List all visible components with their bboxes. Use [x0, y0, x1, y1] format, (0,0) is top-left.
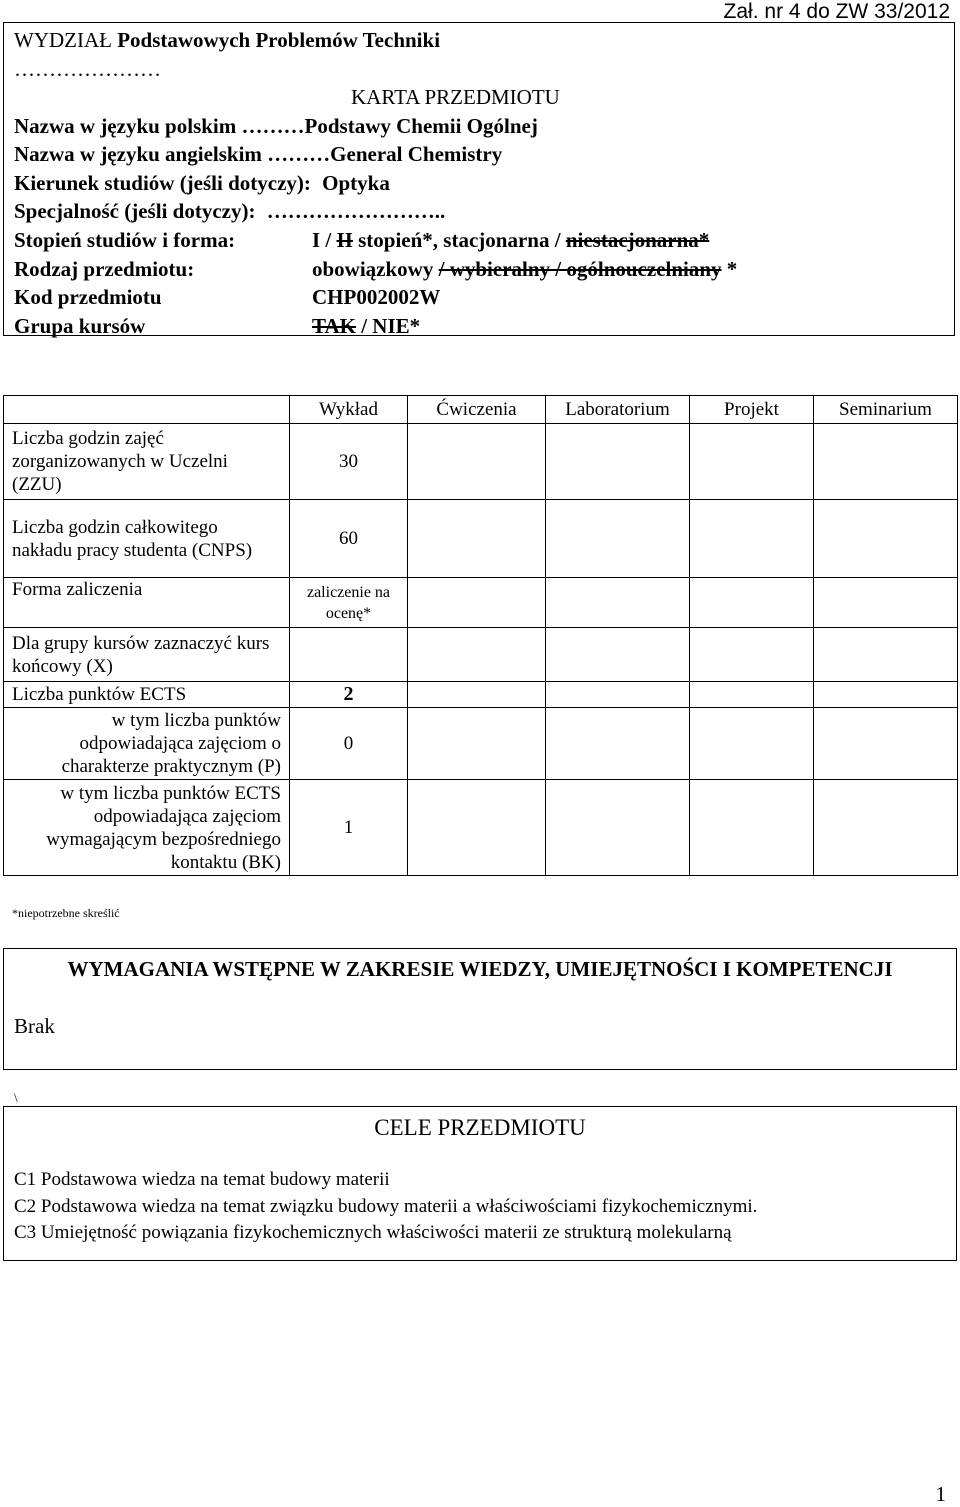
faculty-dots: …………………	[14, 57, 161, 81]
requirements-text: Brak	[14, 1014, 55, 1038]
specialization-label: Specjalność (jeśli dotyczy):	[14, 199, 256, 223]
table-row	[4, 500, 958, 578]
hours-table	[3, 395, 958, 876]
course-header-box	[3, 22, 955, 336]
type-line	[14, 257, 954, 282]
page-number: 1	[935, 1482, 946, 1506]
degree-struck: II	[336, 228, 353, 252]
header-blank-cell	[4, 396, 290, 424]
field-label: Kierunek studiów (jeśli dotyczy):	[14, 171, 311, 195]
degree-part-a: I /	[312, 228, 337, 252]
col-seminar: Seminarium	[814, 396, 958, 424]
name-pl-value: ………Podstawy Chemii Ogólnej	[241, 114, 538, 138]
row-label-form: Forma zaliczenia	[4, 578, 290, 628]
code-label: Kod przedmiotu	[14, 285, 162, 309]
type-value	[312, 257, 737, 282]
goal-item-c1: C1 Podstawowa wiedza na temat budowy materii	[14, 1169, 390, 1190]
name-pl-line	[14, 114, 538, 139]
name-en-label: Nazwa w języku angielskim	[14, 142, 262, 166]
code-value: CHP002002W	[312, 285, 441, 309]
degree-label: Stopień studiów i forma:	[14, 228, 236, 252]
table-row	[4, 424, 958, 500]
specialization-line	[14, 199, 445, 224]
specialization-value: ……………………..	[266, 199, 446, 223]
row-label-cnps: Liczba godzin całkowitego nakładu pracy studenta (CNPS)	[4, 500, 290, 578]
goal-item-c3: C3 Umiejętność powiązania fizykochemicznych właściwości materii ze strukturą molekularną	[14, 1222, 732, 1243]
goals-title: CELE PRZEDMIOTU	[374, 1115, 586, 1140]
group-part-b: / NIE*	[355, 314, 421, 338]
code-line	[14, 285, 954, 310]
name-en-line	[14, 142, 502, 167]
col-lecture: Wykład	[290, 396, 408, 424]
card-title: KARTA PRZEDMIOTU	[351, 85, 560, 109]
type-part-a: obowiązkowy	[312, 257, 439, 281]
table-row	[4, 682, 958, 708]
table-row	[4, 708, 958, 780]
attachment-reference: Zał. nr 4 do ZW 33/2012	[723, 0, 950, 23]
col-laboratory: Laboratorium	[546, 396, 690, 424]
bk-lecture-value: 1	[290, 780, 408, 876]
row-label-ects: Liczba punktów ECTS	[4, 682, 290, 708]
row-label-final-course: Dla grupy kursów zaznaczyć kurs końcowy (X)	[4, 628, 290, 682]
ects-lecture-value: 2	[290, 682, 408, 708]
col-project: Projekt	[690, 396, 814, 424]
col-exercises: Ćwiczenia	[408, 396, 546, 424]
table-header-row	[4, 396, 958, 424]
footnote: *niepotrzebne skreślić	[12, 906, 120, 920]
degree-part-b: stopień*, stacjonarna /	[352, 228, 566, 252]
zzu-lecture-value: 30	[290, 424, 408, 500]
degree-value	[312, 228, 709, 253]
requirements-title: WYMAGANIA WSTĘPNE W ZAKRESIE WIEDZY, UMIEJĘTNOŚCI I KOMPETENCJI	[67, 957, 893, 981]
group-label: Grupa kursów	[14, 314, 146, 338]
degree-line	[14, 228, 954, 253]
type-struck: / wybieralny / ogólnouczelniany	[438, 257, 722, 281]
name-en-value: ………General Chemistry	[267, 142, 503, 166]
group-value	[312, 314, 420, 339]
row-label-bk: w tym liczba punktów ECTS odpowiadająca zajęciom wymagającym bezpośredniego kontaktu (BK)	[4, 780, 290, 876]
goals-box	[3, 1106, 957, 1261]
name-pl-label: Nazwa w języku polskim	[14, 114, 237, 138]
practical-lecture-value: 0	[290, 708, 408, 780]
faculty-label: WYDZIAŁ	[14, 28, 112, 52]
faculty-line	[14, 28, 440, 53]
faculty-name: Podstawowych Problemów Techniki	[117, 28, 441, 52]
table-row	[4, 780, 958, 876]
field-value: Optyka	[322, 171, 390, 195]
row-label-practical: w tym liczba punktów odpowiadająca zajęciom o charakterze praktycznym (P)	[4, 708, 290, 780]
table-row	[4, 628, 958, 682]
goal-item-c2: C2 Podstawowa wiedza na temat związku budowy materii a właściwościami fizykochemicznymi.	[14, 1196, 758, 1217]
cnps-lecture-value: 60	[290, 500, 408, 578]
stray-backslash: \	[14, 1090, 18, 1105]
group-line	[14, 314, 954, 339]
degree-struck-2: niestacjonarna*	[565, 228, 710, 252]
row-label-zzu: Liczba godzin zajęć zorganizowanych w Uczelni (ZZU)	[4, 424, 290, 500]
table-row	[4, 578, 958, 628]
form-lecture-value: zaliczenie na ocenę*	[290, 578, 408, 628]
group-struck: TAK	[312, 314, 356, 338]
type-part-b: *	[721, 257, 738, 281]
field-line	[14, 171, 390, 196]
type-label: Rodzaj przedmiotu:	[14, 257, 195, 281]
requirements-box	[3, 948, 957, 1070]
